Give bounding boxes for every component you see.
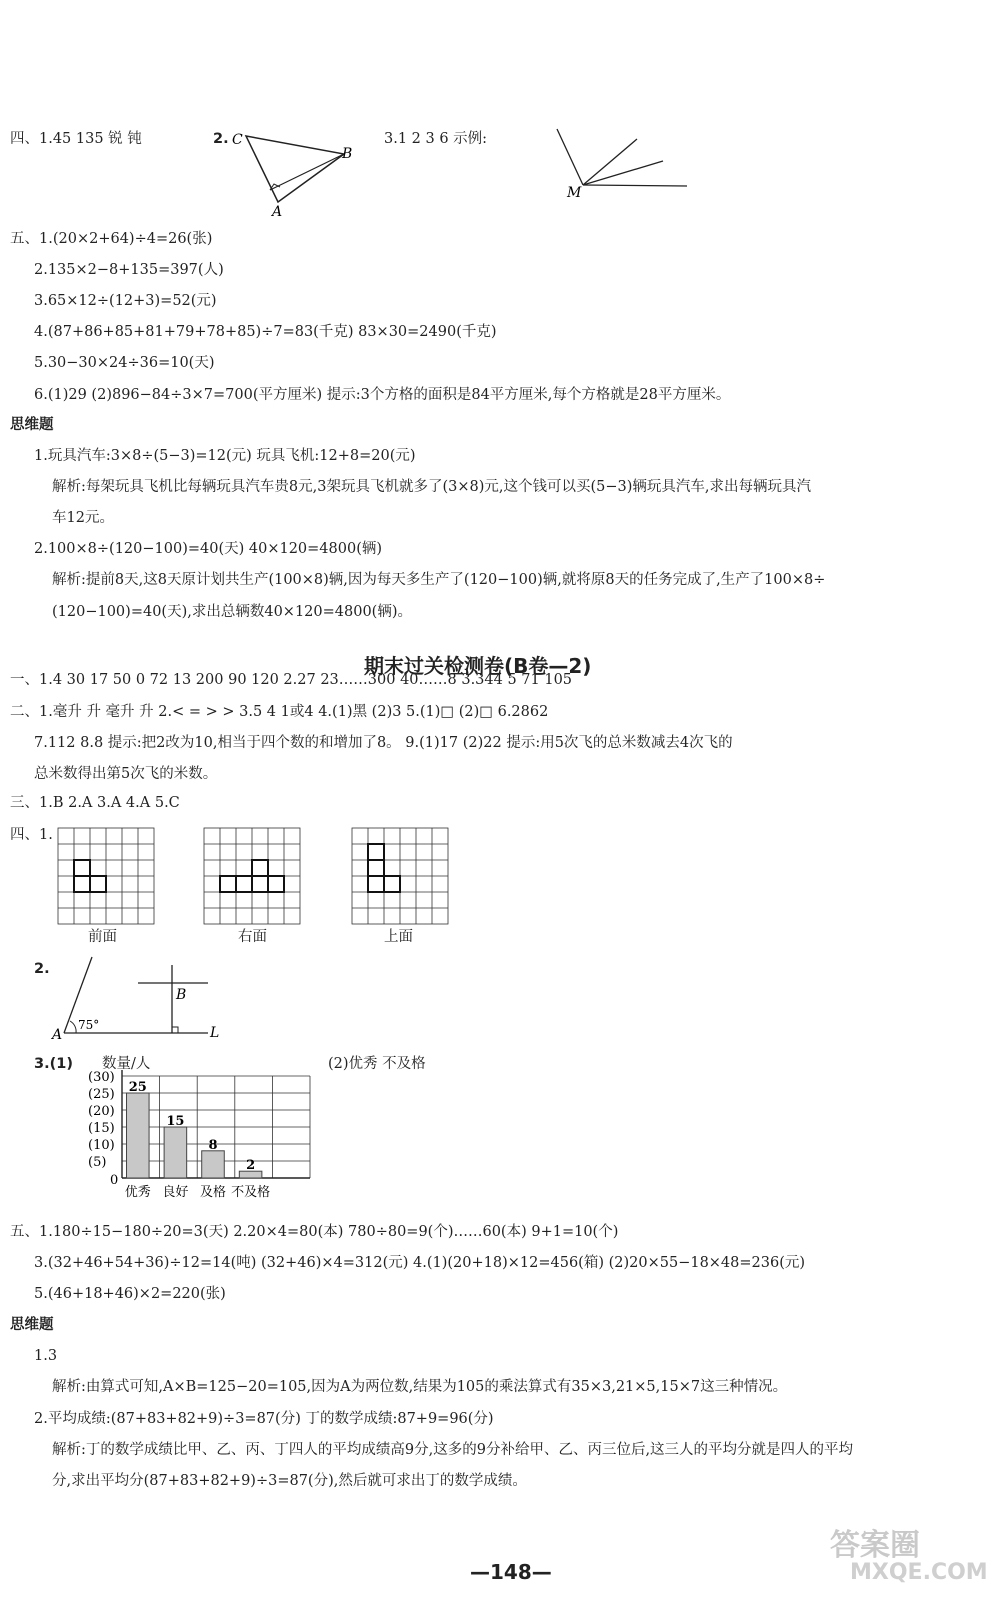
sec4-item2-label: 2. xyxy=(213,131,229,147)
bar-及格 xyxy=(202,1151,225,1178)
angle-rays-diagram xyxy=(555,125,695,200)
y-tick-label: (15) xyxy=(88,1121,115,1136)
x-category-label: 及格 xyxy=(199,1185,226,1200)
y-tick-label: (5) xyxy=(88,1155,107,1170)
page-number: —148— xyxy=(470,1560,552,1584)
point-a-label: A xyxy=(272,204,283,220)
watermark-url: MXQE.COM xyxy=(850,1560,988,1585)
triangle-diagram xyxy=(230,130,360,220)
sec5-line3: 3.65×12÷(12+3)=52(元) xyxy=(34,293,217,309)
bar-value-label: 15 xyxy=(166,1114,185,1129)
thinking2-q2-analysis-a: 解析:丁的数学成绩比甲、乙、丙、丁四人的平均成绩高9分,这多的9分补给甲、乙、丙三位后,这三人的平均分就是四人的平均 xyxy=(52,1442,854,1458)
sec4-item3: 3.1 2 3 6 示例: xyxy=(384,131,488,147)
origin-label: 0 xyxy=(110,1173,119,1188)
point-b-label: B xyxy=(342,146,353,162)
angle-construction-diagram xyxy=(50,955,240,1045)
grid-front-view xyxy=(58,828,158,928)
grid-right-label: 右面 xyxy=(238,929,267,945)
sec5-line2: 2.135×2−8+135=397(人) xyxy=(34,262,224,278)
angle-value: 75° xyxy=(78,1018,100,1032)
sec4-item1: 四、1.45 135 锐 钝 xyxy=(10,131,142,147)
thinking1-q1-analysis-b: 车12元。 xyxy=(52,510,114,526)
y-tick-label: (20) xyxy=(88,1104,115,1119)
thinking1-q1: 1.玩具汽车:3×8÷(5−3)=12(元) 玩具飞机:12+8=20(元) xyxy=(34,448,416,464)
thinking1-q2-analysis-a: 解析:提前8天,这8天原计划共生产(100×8)辆,因为每天多生产了(120−100)辆,就将原8天的任务完成了,生产了100×8÷ xyxy=(52,572,826,588)
grid-top-label: 上面 xyxy=(384,929,413,945)
partb-s4-3-answer: (2)优秀 不及格 xyxy=(328,1056,426,1072)
thinking-heading-1: 思维题 xyxy=(10,417,54,433)
angle-point-l: L xyxy=(210,1025,220,1041)
y-tick-label: (10) xyxy=(88,1138,115,1153)
angle-point-b: B xyxy=(176,987,187,1003)
thinking2-q1-analysis: 解析:由算式可知,A×B=125−20=105,因为A为两位数,结果为105的乘法算式有35×3,21×5,15×7这三种情况。 xyxy=(52,1379,788,1395)
sec5b-line2: 3.(32+46+54+36)÷12=14(吨) (32+46)×4=312(元) 4.(1)(20+18)×12=456(箱) (2)20×55−18×48=236(元) xyxy=(34,1255,806,1271)
partb-s2a: 二、1.毫升 升 毫升 升 2.< = > > 3.5 4 1或4 4.(1)黑 (2)3 5.(1)□ (2)□ 6.2862 xyxy=(10,704,549,720)
grid-front-label: 前面 xyxy=(88,929,117,945)
grid-top-view xyxy=(352,828,452,928)
partb-s2c: 总米数得出第5次飞的米数。 xyxy=(34,766,218,782)
thinking2-q2-analysis-b: 分,求出平均分(87+83+82+9)÷3=87(分),然后就可求出丁的数学成绩。 xyxy=(52,1473,527,1489)
sec5b-line1: 五、1.180÷15−180÷20=3(天) 2.20×4=80(本) 780÷80=9(个)……60(本) 9+1=10(个) xyxy=(10,1224,619,1240)
bar-chart xyxy=(60,1070,320,1200)
point-c-label: C xyxy=(232,132,243,148)
partb-s4-3-label: 3.(1) xyxy=(34,1056,73,1072)
bar-value-label: 25 xyxy=(128,1080,147,1095)
watermark-logo: 答案圈 xyxy=(830,1528,920,1563)
bar-value-label: 8 xyxy=(208,1137,218,1153)
x-category-label: 良好 xyxy=(162,1185,189,1200)
thinking-heading-2: 思维题 xyxy=(10,1317,54,1333)
x-category-label: 优秀 xyxy=(124,1185,151,1200)
sec5b-line3: 5.(46+18+46)×2=220(张) xyxy=(34,1286,226,1302)
sec5-line4: 4.(87+86+85+81+79+78+85)÷7=83(千克) 83×30=2490(千克) xyxy=(34,324,497,340)
y-tick-label: (25) xyxy=(88,1087,115,1102)
chart-ylabel: 数量/人 xyxy=(102,1056,151,1072)
bar-良好 xyxy=(164,1127,187,1178)
thinking2-q1: 1.3 xyxy=(34,1348,58,1364)
sec5-line5: 5.30−30×24÷36=10(天) xyxy=(34,355,215,371)
sec5-line1: 五、1.(20×2+64)÷4=26(张) xyxy=(10,231,213,247)
thinking1-q2: 2.100×8÷(120−100)=40(天) 40×120=4800(辆) xyxy=(34,541,383,557)
y-tick-label: (30) xyxy=(88,1070,115,1085)
angle-point-a: A xyxy=(52,1027,63,1043)
point-m-label: M xyxy=(567,185,582,201)
x-category-label: 不及格 xyxy=(231,1185,271,1200)
bar-value-label: 2 xyxy=(246,1158,256,1174)
partb-s4-label: 四、1. xyxy=(10,827,53,843)
bar-优秀 xyxy=(127,1093,150,1178)
partb-s1: 一、1.4 30 17 50 0 72 13 200 90 120 2.27 23……300 40……8 3.344 5 71 105 xyxy=(10,672,573,688)
grid-right-view xyxy=(204,828,304,928)
partb-s3: 三、1.B 2.A 3.A 4.A 5.C xyxy=(10,795,180,811)
partb-s4-2-label: 2. xyxy=(34,961,50,977)
page-title: 期末过关检测卷(B卷—2) xyxy=(364,654,592,678)
thinking1-q1-analysis-a: 解析:每架玩具飞机比每辆玩具汽车贵8元,3架玩具飞机就多了(3×8)元,这个钱可以买(5−3)辆玩具汽车,求出每辆玩具汽 xyxy=(52,479,811,495)
thinking2-q2: 2.平均成绩:(87+83+82+9)÷3=87(分) 丁的数学成绩:87+9=96(分) xyxy=(34,1411,494,1427)
sec5-line6: 6.(1)29 (2)896−84÷3×7=700(平方厘米) 提示:3个方格的面积是84平方厘米,每个方格就是28平方厘米。 xyxy=(34,387,731,403)
partb-s2b: 7.112 8.8 提示:把2改为10,相当于四个数的和增加了8。 9.(1)17 (2)22 提示:用5次飞的总米数减去4次飞的 xyxy=(34,735,733,751)
thinking1-q2-analysis-b: (120−100)=40(天),求出总辆数40×120=4800(辆)。 xyxy=(52,604,412,620)
